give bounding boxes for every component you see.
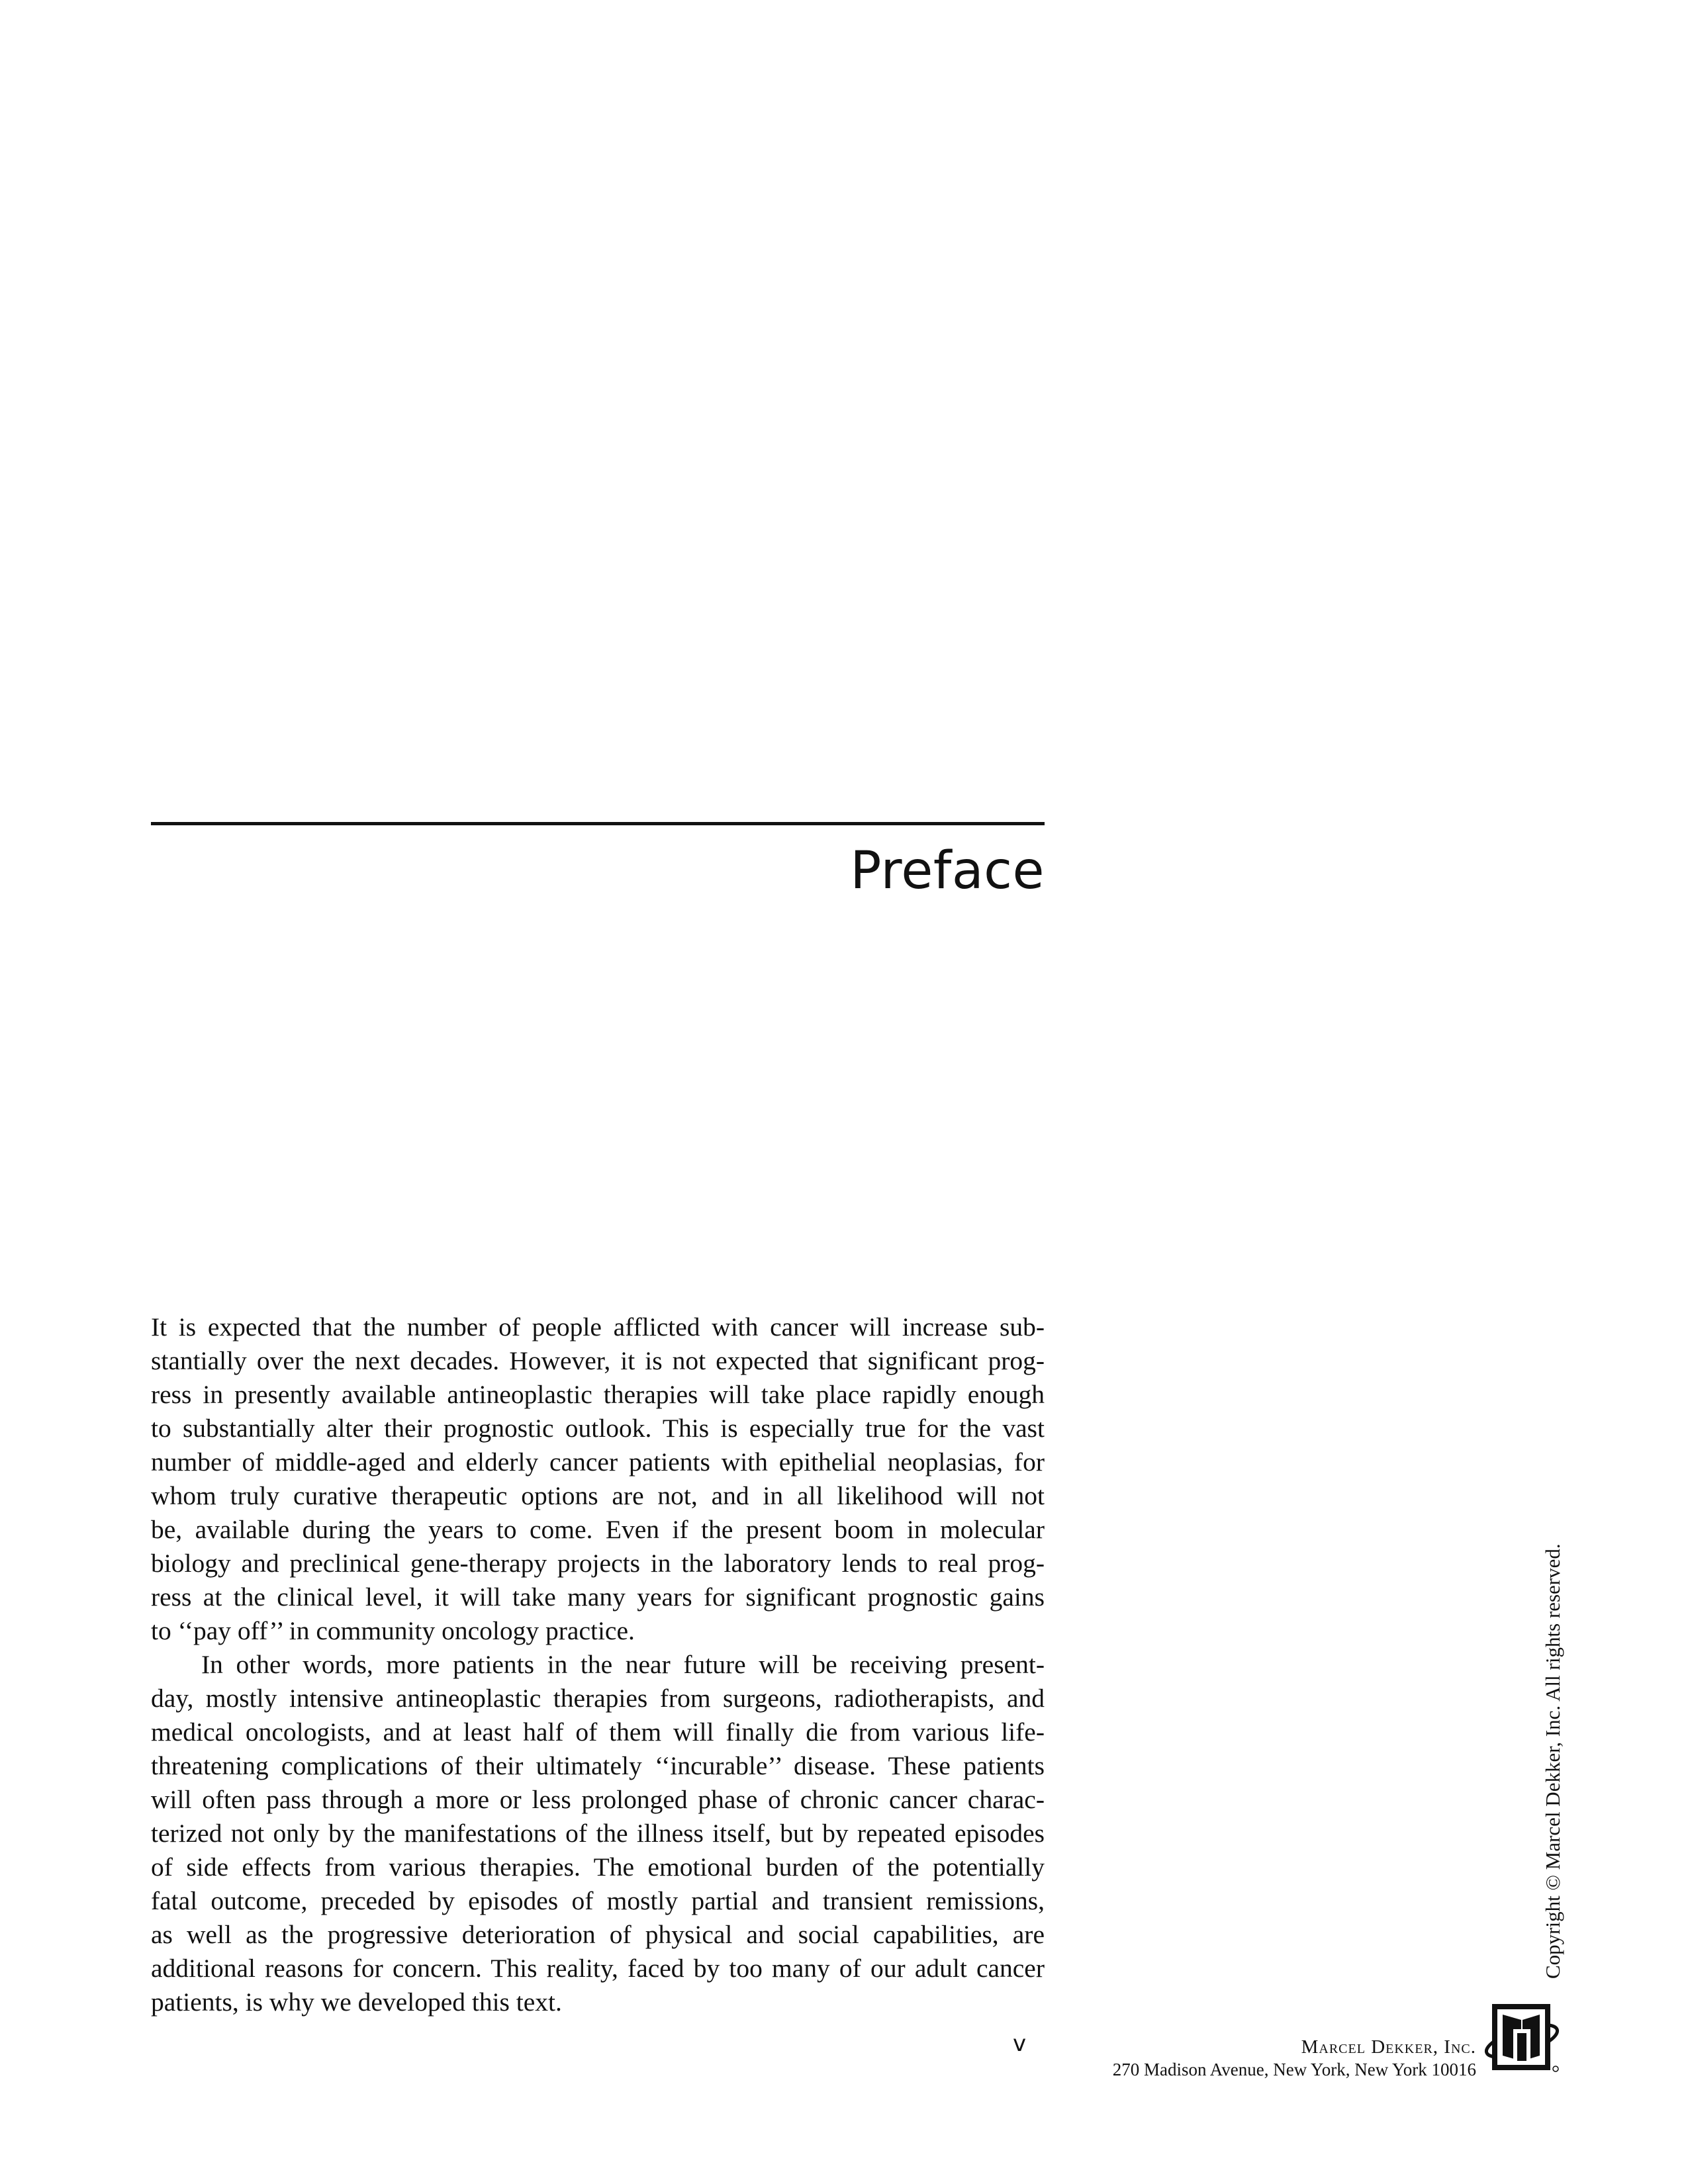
copyright-notice: Copyright © Marcel Dekker, Inc. All rights reserved. xyxy=(1541,1543,1564,1979)
paragraph-line: be, available during the years to come. Even if the present boom in molecular xyxy=(151,1515,1045,1544)
paragraph-line: ress in presently available antineoplastic therapies will take place rapidly enough xyxy=(151,1380,1045,1409)
publisher-logo-icon xyxy=(1483,2000,1561,2074)
paragraph-line: terized not only by the manifestations of the illness itself, but by repeated episodes xyxy=(151,1819,1045,1848)
paragraph-line: whom truly curative therapeutic options are not, and in all likelihood will not xyxy=(151,1481,1045,1510)
paragraph-line: patients, is why we developed this text. xyxy=(151,1987,562,2017)
paragraph-line: number of middle-aged and elderly cancer patients with epithelial neoplasias, for xyxy=(151,1447,1045,1477)
paragraph-line: day, mostly intensive antineoplastic therapies from surgeons, radiotherapists, and xyxy=(151,1684,1045,1713)
paragraph-line: to substantially alter their prognostic outlook. This is especially true for the vast xyxy=(151,1414,1045,1443)
paragraph-line: It is expected that the number of people afflicted with cancer will increase sub- xyxy=(151,1312,1045,1342)
paragraph-line: medical oncologists, and at least half of them will finally die from various life- xyxy=(151,1717,1045,1747)
body-text xyxy=(151,1310,1045,2019)
paragraph-line: biology and preclinical gene-therapy projects in the laboratory lends to real prog- xyxy=(151,1549,1045,1578)
paragraph-line: stantially over the next decades. However, it is not expected that significant prog- xyxy=(151,1346,1045,1375)
paragraph-line: ress at the clinical level, it will take many years for significant prognostic gains xyxy=(151,1582,1045,1612)
paragraph-line: In other words, more patients in the near future will be receiving present- xyxy=(201,1650,1045,1679)
paragraph-line: to ‘‘pay off’’ in community oncology practice. xyxy=(151,1616,635,1645)
paragraph-line: threatening complications of their ultimately ‘‘incurable’’ disease. These patients xyxy=(151,1751,1045,1780)
paragraph-line: additional reasons for concern. This reality, faced by too many of our adult cancer xyxy=(151,1954,1045,1983)
page-title: Preface xyxy=(850,841,1045,901)
title-rule xyxy=(151,822,1045,825)
publisher-address: 270 Madison Avenue, New York, New York 10016 xyxy=(1112,2060,1476,2079)
paragraph-line: fatal outcome, preceded by episodes of mostly partial and transient remissions, xyxy=(151,1886,1045,1915)
paragraph-line: will often pass through a more or less prolonged phase of chronic cancer charac- xyxy=(151,1785,1045,1814)
page-number: v xyxy=(1013,2030,1027,2057)
paragraph-line: as well as the progressive deterioration of physical and social capabilities, are xyxy=(151,1920,1045,1949)
publisher-name: Marcel Dekker, Inc. xyxy=(1301,2036,1476,2058)
paragraph-line: of side effects from various therapies. The emotional burden of the potentially xyxy=(151,1852,1045,1882)
